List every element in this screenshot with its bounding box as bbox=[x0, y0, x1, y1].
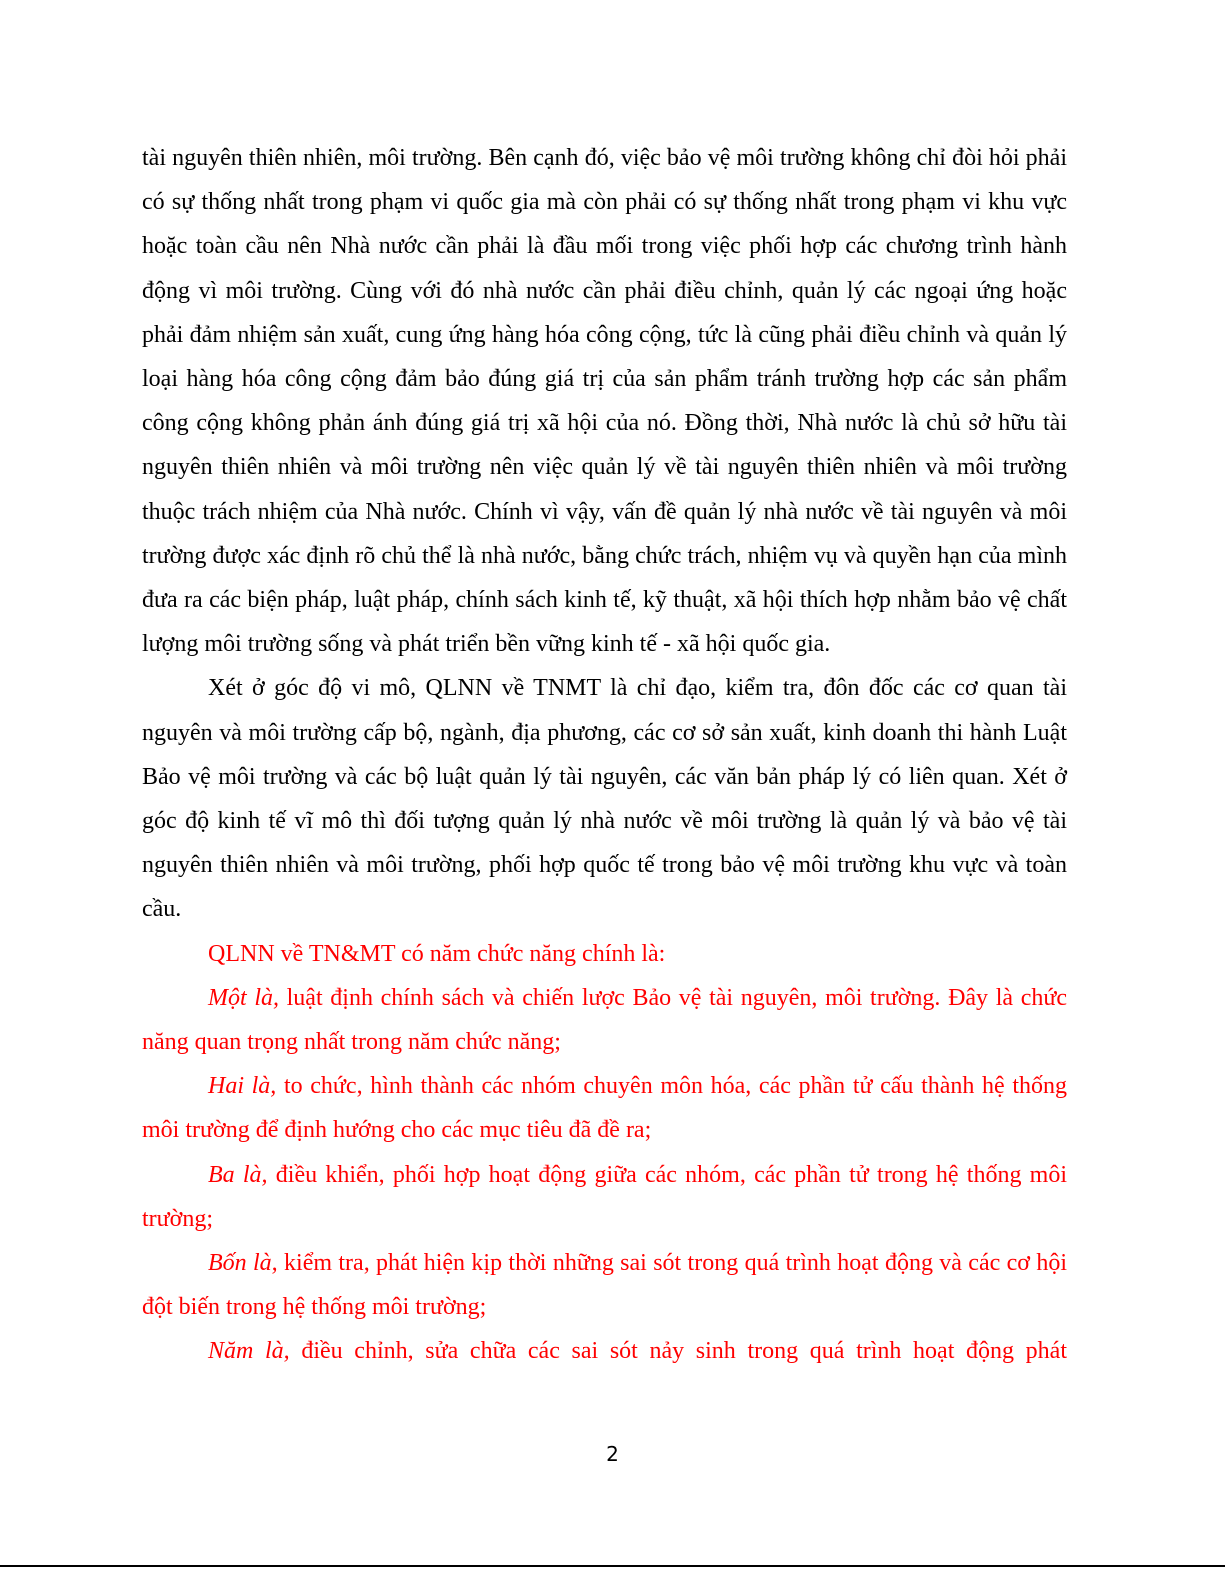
paragraph-functions-intro: QLNN về TN&MT có năm chức năng chính là: bbox=[208, 940, 666, 967]
function-lead-4: Bốn là, bbox=[208, 1250, 278, 1277]
function-item-5 bbox=[142, 1329, 1067, 1373]
paragraph-micro-macro: Xét ở góc độ vi mô, QLNN về TNMT là chỉ đạo, kiểm tra, đôn đốc các cơ quan tài nguyên và môi trường cấp bộ, ngành, địa phương, các cơ sở sản xuất, kinh doanh thi hành Luật Bảo vệ môi trường và các bộ luật quản lý tài nguyên, các văn bản pháp lý có liên quan. Xét ở góc độ kinh tế vĩ mô thì đối tượng quản lý nhà nước về môi trường là quản lý và bảo vệ tài nguyên thiên nhiên và môi trường, phối hợp quốc tế trong bảo vệ môi trường khu vực và toàn cầu. bbox=[142, 675, 1067, 923]
function-item-1 bbox=[142, 976, 1067, 1064]
function-text-5: điều chỉnh, sửa chữa các sai sót nảy sinh trong quá trình hoạt động phát bbox=[289, 1338, 1067, 1365]
function-text-1: luật định chính sách và chiến lược Bảo vệ tài nguyên, môi trường. Đây là chức năng quan trọng nhất trong năm chức năng; bbox=[142, 984, 1068, 1056]
function-text-3: điều khiển, phối hợp hoạt động giữa các nhóm, các phần tử trong hệ thống môi trường; bbox=[142, 1161, 1068, 1232]
function-lead-1: Một là, bbox=[208, 984, 279, 1011]
bottom-divider bbox=[0, 1565, 1225, 1567]
function-lead-5: Năm là, bbox=[208, 1338, 290, 1365]
paragraph-state-role: tài nguyên thiên nhiên, môi trường. Bên cạnh đó, việc bảo vệ môi trường không chỉ đòi hỏi phải có sự thống nhất trong phạm vi quốc gia mà còn phải có sự thống nhất trong phạm vi khu vực hoặc toàn cầu nên Nhà nước cần phải là đầu mối trong việc phối hợp các chương trình hành động vì môi trường. Cùng với đó nhà nước cần phải điều chỉnh, quản lý các ngoại ứng hoặc phải đảm nhiệm sản xuất, cung ứng hàng hóa công cộng, tức là cũng phải điều chỉnh và quản lý loại hàng hóa công cộng đảm bảo đúng giá trị của sản phẩm tránh trường hợp các sản phẩm công cộng không phản ánh đúng giá trị xã hội của nó. Đồng thời, Nhà nước là chủ sở hữu tài nguyên thiên nhiên và môi trường nên việc quản lý về tài nguyên thiên nhiên và môi trường thuộc trách nhiệm của Nhà nước. Chính vì vậy, vấn đề quản lý nhà nước về tài nguyên và môi trường được xác định rõ chủ thể là nhà nước, bằng chức trách, nhiệm vụ và quyền hạn của mình đưa ra các biện pháp, luật pháp, chính sách kinh tế, kỹ thuật, xã hội thích hợp nhằm bảo vệ chất lượng môi trường sống và phát triển bền vững kinh tế - xã hội quốc gia. bbox=[142, 145, 1067, 658]
function-item-2 bbox=[142, 1064, 1067, 1152]
function-text-4: kiểm tra, phát hiện kịp thời những sai sót trong quá trình hoạt động và các cơ hội đột biến trong hệ thống môi trường; bbox=[142, 1250, 1067, 1321]
function-lead-3: Ba là, bbox=[208, 1161, 268, 1188]
function-item-4 bbox=[142, 1241, 1067, 1329]
function-lead-2: Hai là, bbox=[208, 1073, 277, 1100]
function-item-3 bbox=[142, 1153, 1067, 1241]
document-body bbox=[142, 136, 1067, 1374]
function-text-2: to chức, hình thành các nhóm chuyên môn hóa, các phần tử cấu thành hệ thống môi trường để định hướng cho các mục tiêu đã đề ra; bbox=[142, 1073, 1067, 1144]
page-number: 2 bbox=[606, 1442, 619, 1466]
